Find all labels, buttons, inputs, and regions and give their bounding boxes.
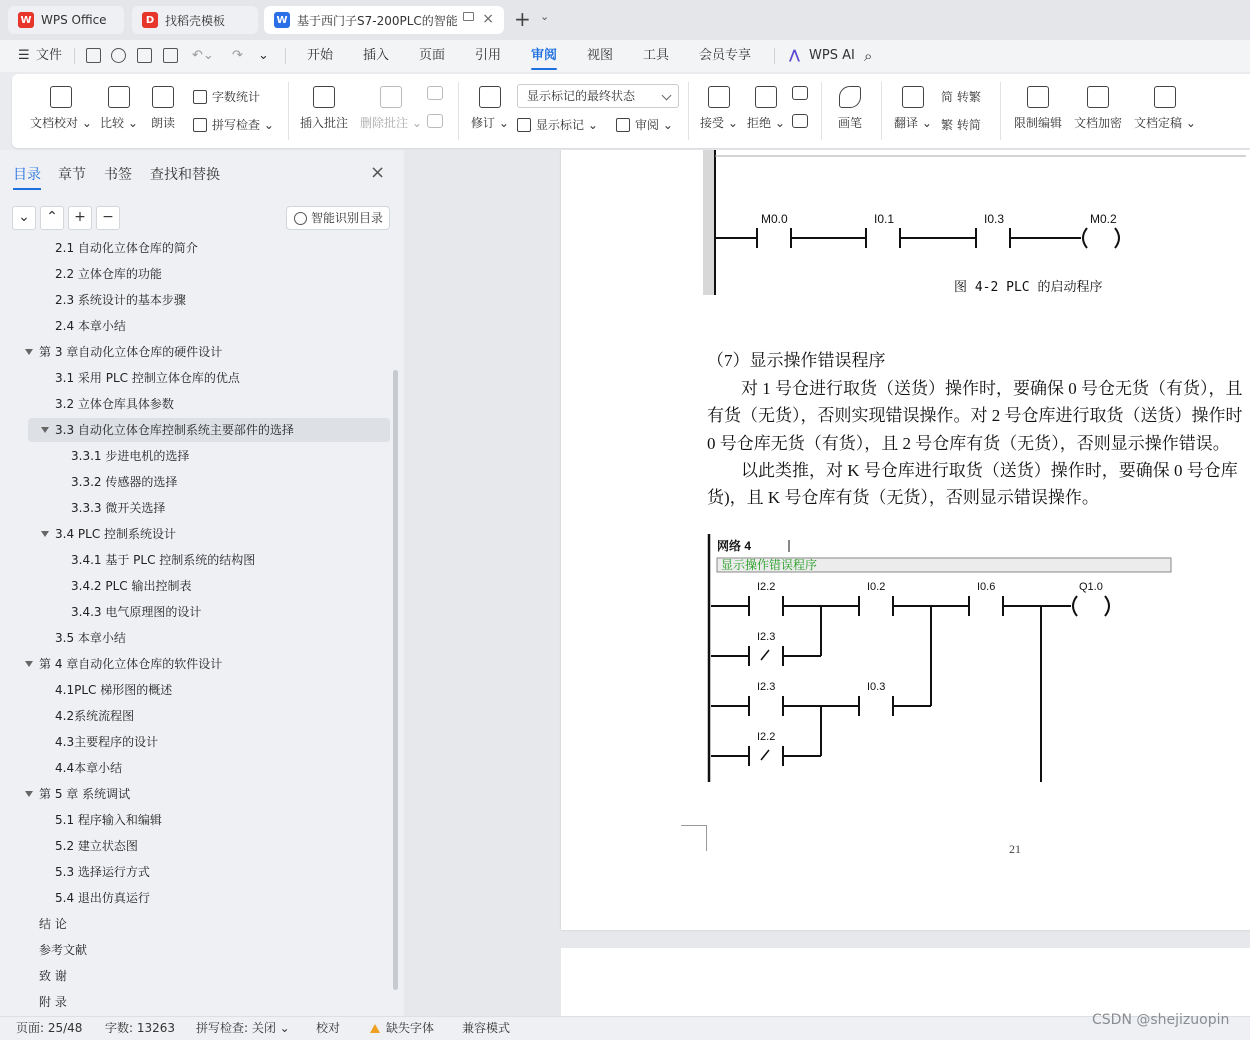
toc-item-label: 参考文献 — [39, 943, 88, 957]
toc-item[interactable] — [0, 990, 392, 1014]
toc-item-label: 3.3.2 传感器的选择 — [71, 475, 178, 489]
previous-change-icon — [792, 86, 808, 100]
coil-label: Q1.0 — [1079, 581, 1103, 593]
toc-item-label: 3.3.3 微开关选择 — [71, 501, 166, 515]
toc-item-label: 4.3主要程序的设计 — [55, 735, 159, 749]
toc-item[interactable] — [0, 626, 392, 650]
tab-wps-office[interactable] — [8, 6, 124, 34]
document-page — [561, 150, 1250, 930]
toc-item[interactable] — [0, 808, 392, 832]
show-marks-icon — [517, 118, 531, 132]
toc-item-label: 第 4 章自动化立体仓库的软件设计 — [39, 657, 223, 671]
read-aloud-button[interactable]: 朗读 — [151, 86, 175, 131]
toc-item-label: 5.1 程序输入和编辑 — [55, 813, 162, 827]
print-icon[interactable] — [137, 48, 152, 63]
show-marks-button[interactable]: 显示标记 ⌄ — [517, 116, 598, 133]
toc-item-label: 2.2 立体仓库的功能 — [55, 267, 162, 281]
menu-references[interactable]: 引用 — [475, 48, 502, 63]
doc-check-icon — [50, 86, 72, 108]
word-count-icon — [193, 90, 207, 104]
next-change-button[interactable] — [792, 114, 808, 134]
scrollbar[interactable] — [393, 370, 398, 990]
expand-triangle-icon[interactable] — [25, 791, 33, 797]
doc-check-button[interactable]: 文档校对 ⌄ — [30, 86, 92, 131]
paragraph-line: 以此类推，对 K 号仓库进行取货（送货）操作时，要确保 0 号仓库 — [741, 461, 1238, 480]
warning-icon — [370, 1024, 380, 1033]
chevron-down-icon[interactable]: ⌄ — [540, 10, 550, 23]
read-aloud-icon — [152, 86, 174, 108]
watermark: CSDN @shejizuopin — [1092, 1012, 1230, 1028]
nav-tab-chapters[interactable]: 章节 — [58, 167, 86, 183]
accept-button[interactable]: 接受 ⌄ — [700, 86, 738, 131]
new-tab-button[interactable]: + — [514, 7, 531, 31]
close-tab-icon[interactable]: × — [482, 11, 494, 27]
toc-item-label: 3.5 本章小结 — [55, 631, 126, 645]
toc-item-label: 结 论 — [39, 917, 67, 931]
document-canvas — [404, 150, 1250, 1016]
wps-logo-icon: W — [18, 12, 34, 28]
encrypt-button[interactable]: 文档加密 — [1074, 86, 1122, 131]
menu-bar — [0, 40, 1250, 72]
navigation-pane — [0, 150, 404, 1016]
expand-all-button[interactable]: ⌄ — [12, 206, 36, 230]
paragraph-line: 货)，且 K 号仓库有货（无货），否则显示错误操作。 — [707, 488, 1099, 507]
toc-item[interactable] — [0, 242, 392, 260]
track-changes-button[interactable]: 修订 ⌄ — [471, 86, 509, 131]
monitor-icon[interactable] — [463, 12, 474, 21]
toc-item[interactable] — [0, 678, 392, 702]
contact-label: I2.3 — [757, 631, 776, 643]
page-number: 21 — [1009, 842, 1021, 856]
word-count-button[interactable]: 字数统计 — [193, 88, 260, 105]
encrypt-icon — [1087, 86, 1109, 108]
expand-triangle-icon[interactable] — [25, 661, 33, 667]
toc-item[interactable] — [0, 548, 392, 572]
page-indicator[interactable]: 页面: 25/48 — [16, 1021, 83, 1035]
next-comment-button[interactable] — [427, 114, 443, 134]
review-pane-button[interactable]: 审阅 ⌄ — [616, 116, 673, 133]
nav-tab-find-replace[interactable]: 查找和替换 — [150, 167, 220, 183]
pen-icon — [839, 86, 861, 108]
toc-item[interactable] — [0, 704, 392, 728]
menu-wps-ai[interactable]: WPS AI — [809, 48, 855, 63]
toc-item[interactable] — [28, 418, 390, 442]
expand-triangle-icon[interactable] — [41, 531, 49, 537]
paragraph-line: 对 1 号仓进行取货（送货）操作时，要确保 0 号仓无货（有货），且 — [741, 379, 1243, 398]
toc-item[interactable] — [0, 340, 392, 364]
finalize-button[interactable]: 文档定稿 ⌄ — [1134, 86, 1196, 131]
toc-item-label: 附 录 — [39, 995, 67, 1009]
menu-tools[interactable]: 工具 — [643, 48, 670, 63]
toc-item-label: 3.2 立体仓库具体参数 — [55, 397, 174, 411]
collapse-all-button[interactable]: ⌃ — [40, 206, 64, 230]
remove-heading-button[interactable]: − — [96, 206, 120, 230]
proofread-status[interactable]: 校对 — [316, 1021, 341, 1035]
translate-button[interactable]: 翻译 ⌄ — [894, 86, 932, 131]
contact-label: I2.2 — [757, 731, 776, 743]
toc-item[interactable] — [0, 444, 392, 468]
redo-icon[interactable]: ↷ — [232, 48, 243, 63]
delete-comment-button[interactable]: 删除批注 ⌄ — [360, 86, 422, 131]
toc-item-label: 5.4 退出仿真运行 — [55, 891, 150, 905]
to-simplified-button[interactable]: 繁 转简 — [941, 118, 981, 132]
word-count[interactable]: 字数: 13263 — [105, 1021, 176, 1035]
next-comment-icon — [427, 114, 443, 128]
toc-item-label: 2.3 系统设计的基本步骤 — [55, 293, 186, 307]
menu-page[interactable]: 页面 — [419, 48, 446, 63]
toc-item[interactable] — [0, 262, 392, 286]
section-heading: （7）显示操作错误程序 — [707, 351, 886, 370]
contact-label: I0.3 — [867, 681, 886, 693]
paragraph-line: 有货（无货），否则实现错误操作。对 2 号仓库进行取货（送货）操作时 — [707, 406, 1243, 425]
tab-label: 基于西门子S7-200PLC的智能 — [297, 13, 458, 28]
delete-comment-icon — [380, 86, 402, 108]
toc-item-label: 2.1 自动化立体仓库的简介 — [55, 242, 198, 255]
menu-home[interactable]: 开始 — [307, 48, 334, 63]
tab-bar — [0, 0, 1250, 40]
add-heading-button[interactable]: + — [68, 206, 92, 230]
contact-label: I0.1 — [874, 212, 895, 226]
toc-item-label: 4.1PLC 梯形图的概述 — [55, 683, 173, 697]
toc-item-label: 致 谢 — [39, 969, 67, 983]
toc-item-label: 第 3 章自动化立体仓库的硬件设计 — [39, 345, 223, 359]
menu-review[interactable]: 审阅 — [531, 40, 557, 72]
tab-label: WPS Office — [41, 13, 107, 27]
toc-item[interactable] — [0, 314, 392, 338]
toc-item[interactable] — [0, 652, 392, 676]
contact-label: I2.2 — [757, 581, 776, 593]
toc-item[interactable] — [0, 392, 392, 416]
compare-button[interactable]: 比较 ⌄ — [100, 86, 138, 131]
paragraph-line: 0 号仓库无货（有货），且 2 号仓库有货（无货），否则显示操作错误。 — [707, 434, 1230, 453]
toc-item-label: 3.4.2 PLC 输出控制表 — [71, 579, 192, 593]
status-bar — [0, 1016, 1250, 1040]
toc-item-label: 3.4 PLC 控制系统设计 — [55, 527, 177, 541]
undo-icon[interactable]: ↶⌄ — [192, 48, 214, 63]
more-quick-actions-icon[interactable]: ⌄ — [258, 48, 269, 63]
tab-docer-templates[interactable] — [132, 6, 258, 34]
toc-item[interactable] — [0, 522, 392, 546]
expand-triangle-icon[interactable] — [25, 349, 33, 355]
toc-item[interactable] — [0, 470, 392, 494]
prev-change-button[interactable] — [792, 86, 808, 106]
prev-comment-button[interactable] — [427, 86, 443, 106]
restrict-edit-button[interactable]: 限制编辑 — [1014, 86, 1062, 131]
toc-item[interactable] — [0, 288, 392, 312]
network-title: 显示操作错误程序 — [721, 558, 818, 572]
contact-label: I0.2 — [867, 581, 886, 593]
toc-item[interactable] — [0, 912, 392, 936]
menu-view[interactable]: 视图 — [587, 48, 614, 63]
insert-comment-button[interactable]: 插入批注 — [300, 86, 348, 131]
expand-triangle-icon[interactable] — [41, 427, 49, 433]
contact-label: I0.3 — [984, 212, 1005, 226]
toc-item[interactable] — [0, 782, 392, 806]
wps-ai-icon: ⋀ — [789, 48, 800, 63]
toc-item[interactable] — [0, 600, 392, 624]
previous-comment-icon — [427, 86, 443, 100]
translate-icon — [902, 86, 924, 108]
tab-label: 找稻壳模板 — [165, 13, 226, 28]
docer-icon: D — [142, 12, 158, 28]
reject-button[interactable]: 拒绝 ⌄ — [747, 86, 785, 131]
toc-item-label: 4.4本章小结 — [55, 761, 123, 775]
toc-item[interactable] — [0, 860, 392, 884]
hamburger-icon[interactable]: ☰ — [18, 48, 30, 63]
toc-item[interactable] — [0, 834, 392, 858]
menu-file[interactable]: 文件 — [36, 48, 63, 63]
toc-item[interactable] — [0, 756, 392, 780]
compat-mode-status: 兼容模式 — [462, 1021, 511, 1035]
figure-caption: 图 4-2 PLC 的启动程序 — [954, 280, 1103, 295]
toc-item-label: 3.3.1 步进电机的选择 — [71, 449, 190, 463]
toc-list — [0, 242, 392, 1016]
document-page-next — [561, 948, 1250, 1016]
nav-tab-toc[interactable]: 目录 — [13, 164, 41, 184]
nav-tab-bookmarks[interactable]: 书签 — [104, 167, 132, 183]
toc-item[interactable] — [0, 366, 392, 390]
save-icon[interactable] — [86, 48, 101, 63]
review-pane-icon — [616, 118, 630, 132]
word-doc-icon: W — [274, 12, 290, 28]
compare-icon — [108, 86, 130, 108]
track-changes-icon — [479, 86, 501, 108]
network-label: 网络 4 — [717, 539, 752, 553]
toc-item-label: 3.1 采用 PLC 控制立体仓库的优点 — [55, 371, 240, 385]
toc-item[interactable] — [0, 730, 392, 754]
toc-item[interactable] — [0, 496, 392, 520]
contact-label: I2.3 — [757, 681, 776, 693]
print-preview-icon[interactable] — [163, 48, 178, 63]
toc-item-label: 第 5 章 系统调试 — [39, 787, 131, 801]
toc-item-label: 3.4.3 电气原理图的设计 — [71, 605, 202, 619]
toc-item[interactable] — [0, 574, 392, 598]
smart-toc-button[interactable]: 智能识别目录 — [286, 206, 390, 230]
lock-doc-icon — [1027, 86, 1049, 108]
contact-label: I0.6 — [977, 581, 996, 593]
missing-font-status[interactable]: 缺失字体 — [370, 1017, 434, 1040]
to-traditional-button[interactable]: 简 转繁 — [941, 90, 981, 104]
accept-icon — [708, 86, 730, 108]
share-icon[interactable] — [111, 48, 126, 63]
toc-item[interactable] — [0, 886, 392, 910]
page-corner-mark — [681, 825, 707, 851]
spell-check-status[interactable]: 拼写检查: 关闭 ⌄ — [196, 1021, 290, 1035]
tab-current-document[interactable] — [264, 6, 504, 34]
pen-button[interactable]: 画笔 — [838, 86, 862, 131]
ladder-diagram-network-4 — [701, 534, 1181, 784]
menu-member[interactable]: 会员专享 — [699, 48, 752, 63]
close-icon[interactable]: × — [370, 162, 386, 183]
markup-state-dropdown[interactable]: 显示标记的最终状态 — [517, 84, 679, 108]
contact-label: M0.0 — [761, 212, 788, 226]
toc-item[interactable] — [0, 938, 392, 962]
finalize-icon — [1154, 86, 1176, 108]
toc-item-label: 4.2系统流程图 — [55, 709, 135, 723]
comment-icon — [313, 86, 335, 108]
search-icon[interactable]: ⌕ — [864, 47, 873, 65]
spell-check-icon — [193, 118, 207, 132]
ribbon-toolbar — [12, 74, 1250, 148]
toc-item-label: 5.3 选择运行方式 — [55, 865, 150, 879]
spell-check-button[interactable]: 拼写检查 ⌄ — [193, 116, 274, 133]
toc-item-label: 3.4.1 基于 PLC 控制系统的结构图 — [71, 553, 256, 567]
toc-item-label: 5.2 建立状态图 — [55, 839, 138, 853]
menu-insert[interactable]: 插入 — [363, 48, 390, 63]
coil-label: M0.2 — [1090, 212, 1117, 226]
reject-icon — [755, 86, 777, 108]
next-change-icon — [792, 114, 808, 128]
toc-item-label: 3.3 自动化立体仓库控制系统主要部件的选择 — [55, 423, 294, 437]
toc-item[interactable] — [0, 964, 392, 988]
toc-item-label: 2.4 本章小结 — [55, 319, 126, 333]
